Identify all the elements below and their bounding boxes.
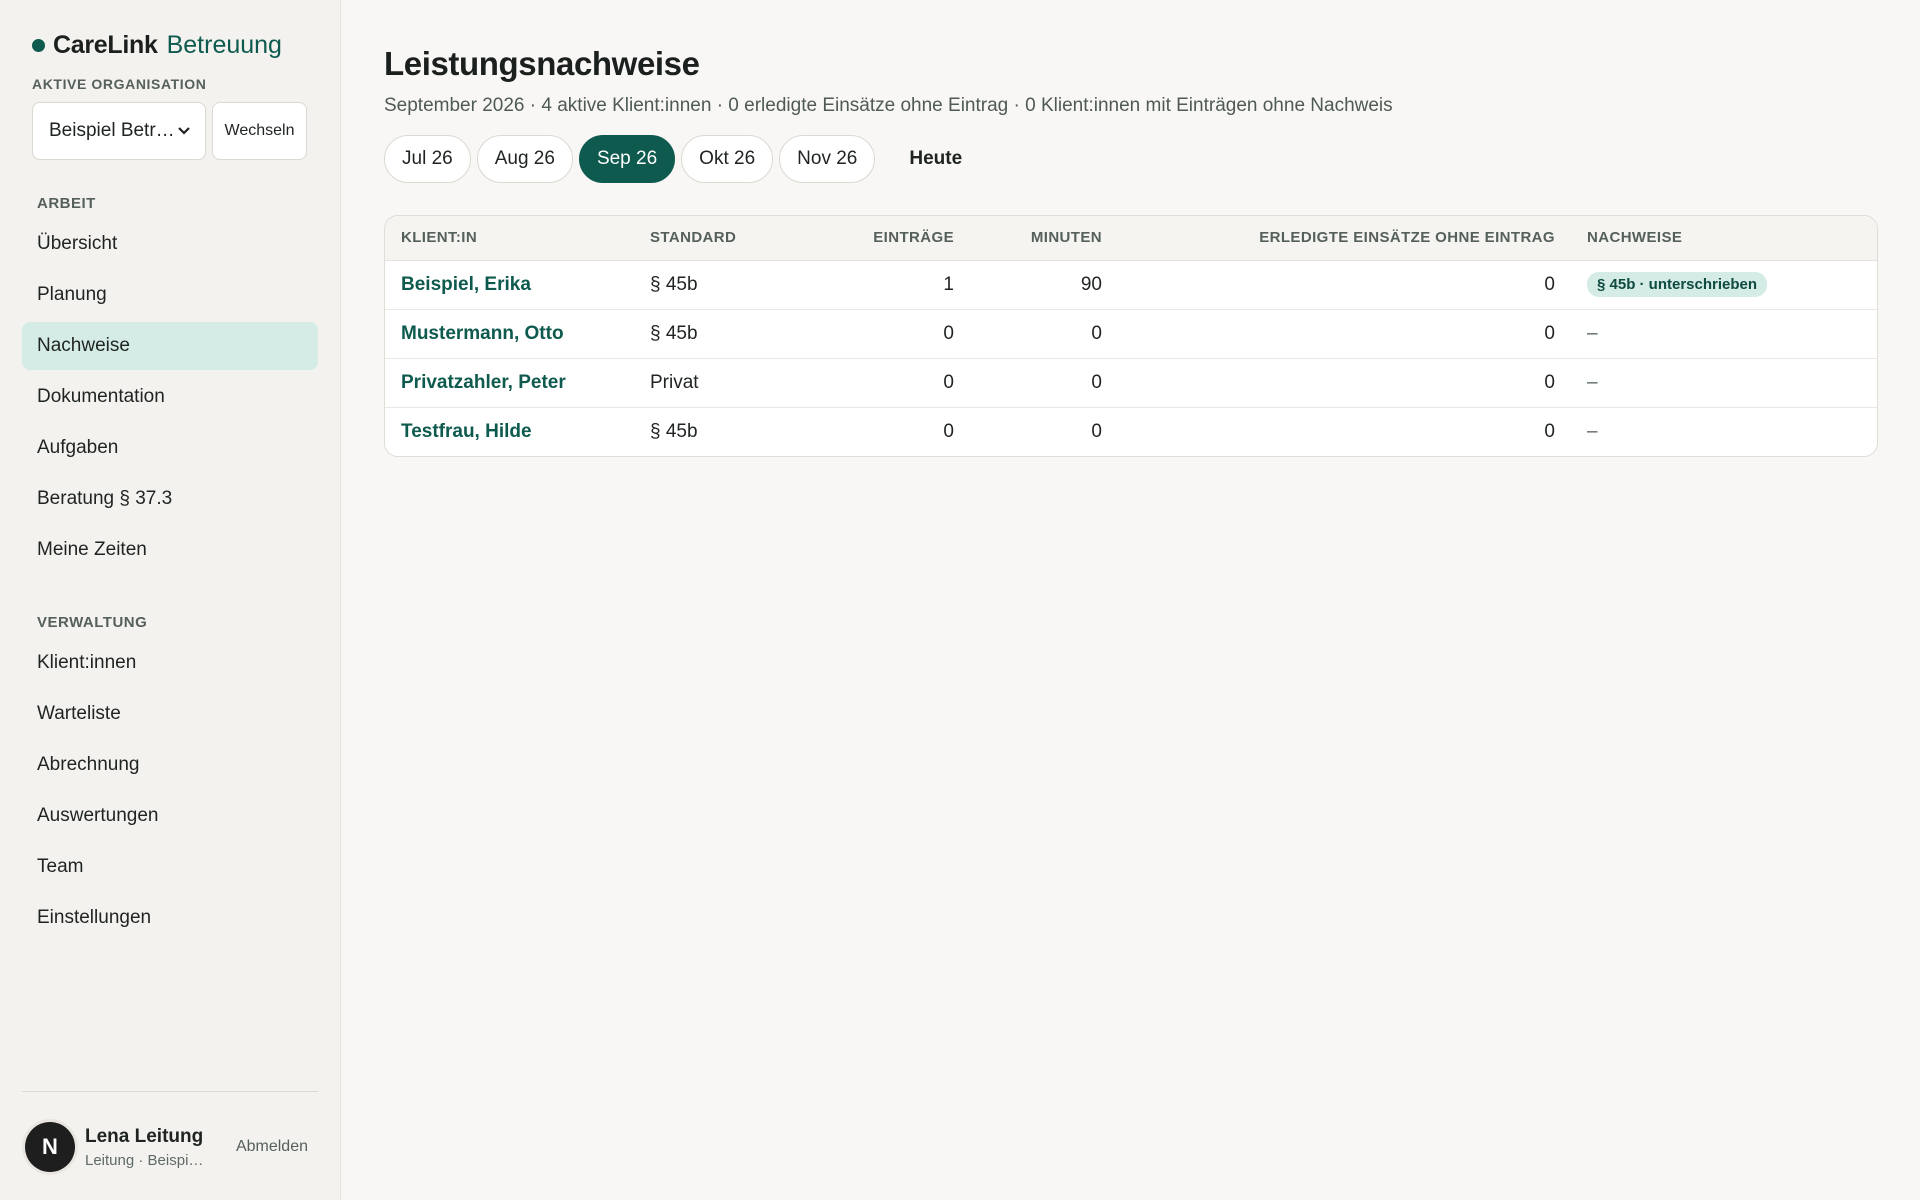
cell-open: 0 — [1102, 358, 1555, 407]
nav-item-team[interactable]: Team — [37, 856, 84, 877]
client-link[interactable]: Testfrau, Hilde — [401, 420, 532, 442]
proof-empty: – — [1587, 420, 1598, 442]
table-row[interactable] — [385, 260, 1877, 309]
nav-item-settings[interactable]: Einstellungen — [37, 907, 152, 928]
org-switch-button[interactable]: Wechseln — [212, 102, 307, 160]
nav-item-planning[interactable]: Planung — [37, 284, 107, 305]
org-select-value: Beispiel Betr… — [49, 120, 175, 141]
cell-minutes: 0 — [1091, 420, 1102, 442]
nav-item-documentation[interactable]: Dokumentation — [37, 386, 165, 407]
client-link[interactable]: Mustermann, Otto — [401, 322, 564, 344]
nav-section-work: ARBEIT — [37, 195, 96, 212]
month-chip-okt[interactable]: Okt 26 — [681, 135, 773, 183]
brand-sub: Betreuung — [166, 30, 282, 59]
cell-open: 0 — [1102, 260, 1555, 309]
brand-name: CareLink — [53, 30, 158, 59]
col-header-minutes[interactable]: MINUTEN — [954, 216, 1102, 260]
col-header-client[interactable]: KLIENT:IN — [385, 216, 650, 260]
cell-open: 0 — [1102, 309, 1555, 358]
page-subtitle: September 2026 · 4 aktive Klient:innen · 0 erledigte Einsätze ohne Eintrag · 0 Klient:innen mit Einträgen ohne Nachweis — [384, 95, 1393, 116]
org-label: AKTIVE ORGANISATION — [32, 76, 207, 92]
chevron-down-icon — [177, 123, 191, 139]
month-chip-jul[interactable]: Jul 26 — [384, 135, 471, 183]
cell-standard: § 45b — [650, 420, 698, 442]
cell-open: 0 — [1544, 420, 1555, 442]
nav-item-billing[interactable]: Abrechnung — [37, 754, 140, 775]
table-row[interactable] — [385, 358, 1877, 407]
nav-admin-list — [22, 639, 318, 942]
nav-item-overview[interactable]: Übersicht — [37, 233, 118, 254]
col-header-open[interactable]: ERLEDIGTE EINSÄTZE OHNE EINTRAG — [1102, 216, 1555, 260]
brand[interactable] — [32, 30, 318, 60]
logout-button[interactable]: Abmelden — [235, 1138, 308, 1155]
cell-entries: 0 — [790, 309, 954, 358]
user-name: Lena Leitung — [85, 1125, 204, 1147]
cell-standard: § 45b — [650, 309, 790, 358]
client-link[interactable]: Beispiel, Erika — [401, 273, 531, 295]
proof-empty: – — [1587, 371, 1598, 393]
cell-standard: Privat — [650, 358, 790, 407]
col-header-proofs[interactable]: NACHWEISE — [1555, 216, 1877, 260]
month-chip-aug[interactable]: Aug 26 — [477, 135, 573, 183]
proof-badge[interactable]: § 45b · unterschrieben — [1587, 272, 1767, 297]
user-panel — [22, 1091, 318, 1172]
brand-dot-icon — [32, 39, 45, 52]
org-row — [32, 102, 318, 160]
cell-standard: § 45b — [650, 260, 790, 309]
nav-work-list — [22, 220, 318, 574]
nav-item-consultation[interactable]: Beratung § 37.3 — [37, 488, 173, 509]
nav-item-waitlist[interactable]: Warteliste — [37, 703, 121, 724]
nav-item-reports[interactable]: Auswertungen — [37, 805, 159, 826]
user-info — [85, 1126, 203, 1169]
col-header-standard[interactable]: STANDARD — [650, 216, 790, 260]
cell-minutes: 0 — [954, 358, 1102, 407]
nav-section-admin: VERWALTUNG — [37, 614, 148, 631]
cell-minutes: 0 — [954, 309, 1102, 358]
user-role: Leitung · Beispi… — [85, 1151, 204, 1169]
month-chip-sep[interactable]: Sep 26 — [579, 135, 675, 183]
sidebar — [0, 0, 341, 1200]
today-button[interactable]: Heute — [909, 148, 963, 169]
cell-entries: 1 — [790, 260, 954, 309]
proofs-table — [384, 215, 1878, 457]
nav-item-proofs[interactable]: Nachweise — [22, 322, 318, 370]
table-header-row — [385, 216, 1877, 260]
col-header-entries[interactable]: EINTRÄGE — [790, 216, 954, 260]
cell-entries: 0 — [790, 358, 954, 407]
table-row[interactable] — [385, 407, 1877, 456]
avatar[interactable]: N — [25, 1122, 75, 1172]
nav-item-clients[interactable]: Klient:innen — [37, 652, 137, 673]
nav-item-my-times[interactable]: Meine Zeiten — [37, 539, 147, 560]
nav-item-tasks[interactable]: Aufgaben — [37, 437, 119, 458]
proof-empty: – — [1587, 322, 1598, 344]
month-chip-nov[interactable]: Nov 26 — [779, 135, 875, 183]
cell-entries: 0 — [943, 420, 954, 442]
table-row[interactable] — [385, 309, 1877, 358]
month-selector — [384, 135, 1878, 183]
page-title: Leistungsnachweise — [384, 45, 700, 82]
cell-minutes: 90 — [954, 260, 1102, 309]
org-select[interactable] — [32, 102, 206, 160]
main-content — [341, 0, 1920, 1200]
client-link[interactable]: Privatzahler, Peter — [401, 371, 566, 393]
